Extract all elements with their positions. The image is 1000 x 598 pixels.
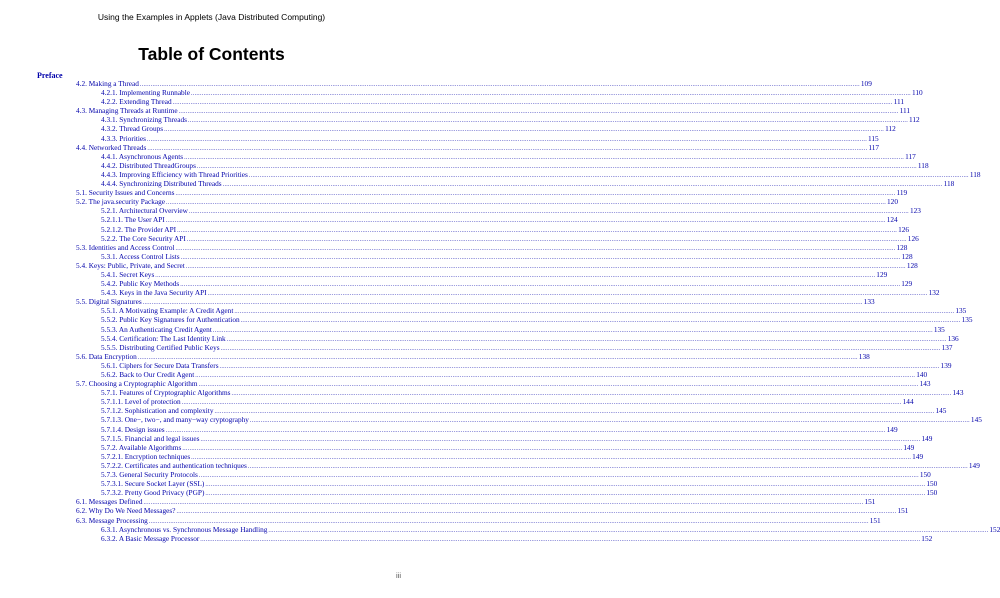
toc-entry-page[interactable]: 128 — [906, 260, 918, 270]
toc-entry-page[interactable]: 145 — [935, 406, 947, 416]
toc-entry[interactable] — [101, 533, 933, 543]
toc-entry[interactable] — [101, 169, 981, 179]
toc-entry-label[interactable]: 5.3. Identities and Access Control — [76, 242, 175, 252]
toc-entry-label[interactable]: 5.4. Keys: Public, Private, and Secret — [76, 260, 185, 270]
toc-entry[interactable] — [101, 88, 923, 98]
toc-entry-label[interactable]: 6.1. Messages Defined — [76, 497, 143, 507]
toc-entry-label[interactable]: 5.7. Choosing a Cryptographic Algorithm — [76, 379, 198, 389]
toc-entry-page[interactable]: 149 — [912, 451, 924, 461]
toc-entry-page[interactable]: 149 — [903, 442, 915, 452]
toc-entry-page[interactable]: 129 — [876, 269, 888, 279]
toc-entry-page[interactable]: 128 — [896, 242, 908, 252]
toc-entry[interactable] — [76, 197, 898, 207]
toc-entry[interactable] — [101, 160, 929, 170]
toc-entry[interactable] — [101, 279, 913, 289]
running-header: Using the Examples in Applets (Java Distributed Computing) — [97, 12, 326, 22]
toc-entry-label[interactable]: 5.5.3. An Authenticating Credit Agent — [101, 324, 212, 334]
toc-entry[interactable] — [101, 433, 933, 443]
dot-leader: ................................................................................................................................................................................................................................................................................................................................................................................................................ — [188, 209, 909, 216]
toc-entry-label[interactable]: 5.7.1.1. Level of protection — [101, 397, 181, 407]
toc-entry-label[interactable]: 5.6. Data Encryption — [76, 351, 137, 361]
page-number: iii — [396, 571, 401, 580]
toc-entry-label[interactable]: 5.7.2.1. Encryption techniques — [101, 451, 191, 461]
toc-entry-label[interactable]: 4.3.1. Synchronizing Threads — [101, 115, 187, 125]
toc-entry-page[interactable]: 120 — [887, 197, 898, 207]
dot-leader: ................................................................................................................................................................................................................................................................................................................................................................................................................ — [164, 127, 885, 134]
dot-leader: ................................................................................................................................................................................................................................................................................................................................................................................................................ — [181, 400, 902, 407]
toc-entry[interactable] — [101, 333, 959, 343]
dot-leader: ................................................................................................................................................................................................................................................................................................................................................................................................................ — [175, 191, 896, 198]
toc-entry[interactable] — [101, 479, 938, 489]
toc-entry[interactable] — [101, 115, 920, 125]
toc-entry-page[interactable]: 117 — [868, 142, 880, 152]
toc-entry[interactable] — [101, 442, 915, 452]
toc-entry-page[interactable]: 123 — [909, 206, 921, 216]
toc-entry-label[interactable]: 5.7.2.2. Certificates and authentication techniques — [101, 460, 247, 470]
dot-leader: ................................................................................................................................................................................................................................................................................................................................................................................................................ — [214, 409, 935, 416]
toc-entry[interactable] — [101, 251, 913, 261]
dot-leader: ................................................................................................................................................................................................................................................................................................................................................................................................................ — [186, 236, 907, 243]
dot-leader: ................................................................................................................................................................................................................................................................................................................................................................................................................ — [178, 109, 899, 116]
toc-entry-page[interactable]: 136 — [947, 333, 959, 343]
toc-entry[interactable] — [76, 242, 908, 252]
toc-entry-label[interactable]: 5.2. The java.security Package — [76, 197, 166, 207]
toc-entry-label[interactable]: 5.2.1. Architectural Overview — [101, 206, 188, 216]
dot-leader: ................................................................................................................................................................................................................................................................................................................................................................................................................ — [139, 82, 860, 88]
dot-leader: ................................................................................................................................................................................................................................................................................................................................................................................................................ — [200, 536, 921, 543]
toc-entry-page[interactable]: 139 — [940, 360, 952, 370]
toc-entry[interactable] — [101, 324, 945, 334]
toc-entry[interactable] — [101, 524, 1000, 534]
dot-leader: ................................................................................................................................................................................................................................................................................................................................................................................................................ — [172, 100, 893, 107]
toc-entry[interactable] — [76, 297, 875, 307]
dot-leader: ................................................................................................................................................................................................................................................................................................................................................................................................................ — [220, 345, 941, 352]
toc-entry-page[interactable]: 118 — [917, 160, 929, 170]
toc-entry[interactable] — [101, 415, 982, 425]
toc-entry-label[interactable]: 5.5.2. Public Key Signatures for Authentication — [101, 315, 240, 325]
toc-section-preface-link[interactable]: Preface — [37, 71, 63, 80]
toc-entry[interactable] — [101, 269, 888, 279]
toc-entry[interactable] — [101, 151, 916, 161]
toc-entry-label[interactable]: 5.2.2. The Core Security API — [101, 233, 186, 243]
dot-leader: ................................................................................................................................................................................................................................................................................................................................................................................................................ — [200, 436, 921, 443]
dot-leader: ................................................................................................................................................................................................................................................................................................................................................................................................................ — [177, 227, 898, 234]
dot-leader: ................................................................................................................................................................................................................................................................................................................................................................................................................ — [207, 291, 928, 298]
toc-entry-label[interactable]: 5.1. Security Issues and Concerns — [76, 188, 175, 198]
dot-leader: ................................................................................................................................................................................................................................................................................................................................................................................................................ — [166, 200, 887, 207]
toc-entry-label[interactable]: 6.3.1. Asynchronous vs. Synchronous Message Handling — [101, 524, 268, 534]
toc-entry-page[interactable]: 151 — [869, 515, 881, 525]
toc-entry-label[interactable]: 5.5.4. Certification: The Last Identity Link — [101, 333, 226, 343]
toc-entry[interactable] — [101, 224, 910, 234]
toc-entry[interactable] — [76, 142, 880, 152]
toc-entry[interactable] — [101, 97, 904, 107]
dot-leader: ................................................................................................................................................................................................................................................................................................................................................................................................................ — [165, 427, 886, 434]
dot-leader: ................................................................................................................................................................................................................................................................................................................................................................................................................ — [196, 163, 917, 170]
toc-entry-page[interactable]: 132 — [928, 288, 940, 298]
toc-entry[interactable] — [101, 206, 921, 216]
page-title: Table of Contents — [138, 44, 285, 64]
toc-entry[interactable] — [76, 188, 908, 198]
toc-entry[interactable] — [101, 133, 879, 143]
toc-entry[interactable] — [101, 397, 914, 407]
toc-entry-label[interactable]: 5.6.2. Back to Our Credit Agent — [101, 370, 195, 379]
toc-entry-page[interactable]: 135 — [955, 306, 967, 316]
toc-entry-page[interactable]: 143 — [919, 379, 931, 389]
dot-leader: ................................................................................................................................................................................................................................................................................................................................................................................................................ — [226, 336, 947, 343]
toc-entry-label[interactable]: 6.3.2. A Basic Message Processor — [101, 533, 200, 543]
toc-entry-page[interactable]: 124 — [886, 215, 898, 225]
dot-leader: ................................................................................................................................................................................................................................................................................................................................................................................................................ — [222, 182, 943, 189]
toc-entry[interactable] — [76, 497, 876, 507]
toc-entry-page[interactable]: 144 — [902, 397, 914, 407]
toc-entry-page[interactable]: 129 — [901, 279, 913, 289]
toc-entry-label[interactable]: 5.5.5. Distributing Certified Public Keys — [101, 342, 220, 352]
toc-entry-page[interactable]: 145 — [970, 415, 982, 425]
toc-entry-page[interactable]: 149 — [968, 460, 980, 470]
toc-entry[interactable] — [101, 488, 938, 498]
toc-entry-label[interactable]: 5.7.1.5. Financial and legal issues — [101, 433, 200, 443]
toc-entry-label[interactable]: 5.4.1. Secret Keys — [101, 269, 155, 279]
toc-entry-page[interactable]: 150 — [919, 470, 931, 480]
dot-leader: ................................................................................................................................................................................................................................................................................................................................................................................................................ — [175, 245, 896, 252]
toc-entry[interactable] — [101, 388, 964, 398]
toc-entry-page[interactable]: 111 — [899, 106, 911, 116]
toc-entry-page[interactable]: 150 — [926, 488, 938, 498]
dot-leader: ................................................................................................................................................................................................................................................................................................................................................................................................................ — [198, 473, 919, 480]
toc-entry-label[interactable]: 5.7.3. General Security Protocols — [101, 470, 198, 480]
toc-entry-label[interactable]: 6.2. Why Do We Need Messages? — [76, 506, 176, 516]
toc-entry-label[interactable]: 5.7.3.1. Secure Socket Layer (SSL) — [101, 479, 205, 489]
toc-entry[interactable] — [101, 288, 940, 298]
toc-entry-page[interactable]: 109 — [860, 79, 872, 88]
toc-entry-page[interactable]: 151 — [897, 506, 909, 516]
toc-entry[interactable] — [76, 79, 872, 88]
toc-entry-page[interactable]: 126 — [907, 233, 919, 243]
toc-list — [0, 79, 1000, 543]
toc-entry[interactable] — [76, 506, 909, 516]
toc-entry-page[interactable]: 118 — [943, 179, 955, 189]
toc-entry-label[interactable]: 5.4.2. Public Key Methods — [101, 279, 180, 289]
dot-leader: ................................................................................................................................................................................................................................................................................................................................................................................................................ — [143, 500, 864, 507]
toc-entry-label[interactable]: 5.7.1.3. One−, two−, and many−way cryptography — [101, 415, 249, 425]
dot-leader: ................................................................................................................................................................................................................................................................................................................................................................................................................ — [247, 463, 968, 470]
toc-entry-label[interactable]: 4.4.4. Synchronizing Distributed Threads — [101, 179, 222, 189]
toc-entry-label[interactable]: 5.7.1.4. Design issues — [101, 424, 165, 434]
dot-leader: ................................................................................................................................................................................................................................................................................................................................................................................................................ — [182, 445, 903, 452]
dot-leader: ................................................................................................................................................................................................................................................................................................................................................................................................................ — [176, 509, 897, 516]
dot-leader: ................................................................................................................................................................................................................................................................................................................................................................................................................ — [268, 527, 989, 534]
toc-entry-label[interactable]: 5.4.3. Keys in the Java Security API — [101, 288, 207, 298]
toc-entry[interactable] — [101, 360, 952, 370]
toc-entry-label[interactable]: 5.2.1.1. The User API — [101, 215, 165, 225]
dot-leader: ................................................................................................................................................................................................................................................................................................................................................................................................................ — [219, 363, 940, 370]
toc-entry-label[interactable]: 6.3. Message Processing — [76, 515, 148, 525]
dot-leader: ................................................................................................................................................................................................................................................................................................................................................................................................................ — [212, 327, 933, 334]
dot-leader: ................................................................................................................................................................................................................................................................................................................................................................................................................ — [248, 172, 969, 179]
dot-leader: ................................................................................................................................................................................................................................................................................................................................................................................................................ — [191, 454, 912, 461]
toc-entry-page[interactable]: 110 — [911, 88, 923, 98]
dot-leader: ................................................................................................................................................................................................................................................................................................................................................................................................................ — [137, 354, 858, 361]
toc-entry[interactable] — [101, 179, 955, 189]
dot-leader: ................................................................................................................................................................................................................................................................................................................................................................................................................ — [190, 91, 911, 98]
toc-entry[interactable] — [76, 351, 870, 361]
toc-entry-label[interactable]: 4.3. Managing Threads at Runtime — [76, 106, 178, 116]
dot-leader: ................................................................................................................................................................................................................................................................................................................................................................................................................ — [205, 482, 926, 489]
toc-entry[interactable] — [101, 460, 980, 470]
toc-entry-label[interactable]: 4.3.3. Priorities — [101, 133, 146, 143]
toc-entry-label[interactable]: 4.2.2. Extending Thread — [101, 97, 172, 107]
toc-entry-page[interactable]: 117 — [905, 151, 916, 161]
dot-leader: ................................................................................................................................................................................................................................................................................................................................................................................................................ — [147, 136, 867, 143]
dot-leader: ................................................................................................................................................................................................................................................................................................................................................................................................................ — [180, 254, 901, 261]
toc-entry[interactable] — [101, 424, 898, 434]
dot-leader: ................................................................................................................................................................................................................................................................................................................................................................................................................ — [147, 145, 868, 152]
toc-entry-label[interactable]: 5.6.1. Ciphers for Secure Data Transfers — [101, 360, 219, 370]
dot-leader: ................................................................................................................................................................................................................................................................................................................................................................................................................ — [249, 418, 970, 425]
dot-leader: ................................................................................................................................................................................................................................................................................................................................................................................................................ — [184, 154, 905, 161]
toc-entry-page[interactable]: 119 — [896, 188, 908, 198]
toc-entry-page[interactable]: 135 — [933, 324, 945, 334]
toc-entry-label[interactable]: 5.7.3.2. Pretty Good Privacy (PGP) — [101, 488, 205, 498]
dot-leader: ................................................................................................................................................................................................................................................................................................................................................................................................................ — [188, 118, 908, 125]
toc-entry[interactable] — [76, 379, 931, 389]
toc-entry[interactable] — [76, 106, 911, 116]
toc-entry[interactable] — [101, 306, 967, 316]
toc-entry-page[interactable]: 115 — [868, 133, 879, 143]
toc-entry[interactable] — [101, 342, 953, 352]
toc-entry-label[interactable]: 5.2.1.2. The Provider API — [101, 224, 177, 234]
dot-leader: ................................................................................................................................................................................................................................................................................................................................................................................................................ — [148, 518, 869, 525]
dot-leader: ................................................................................................................................................................................................................................................................................................................................................................................................................ — [198, 382, 919, 389]
toc-entry-page[interactable]: 137 — [941, 342, 953, 352]
dot-leader: ................................................................................................................................................................................................................................................................................................................................................................................................................ — [142, 300, 863, 307]
dot-leader: ................................................................................................................................................................................................................................................................................................................................................................................................................ — [240, 318, 961, 325]
toc-entry-page[interactable]: 135 — [961, 315, 973, 325]
toc-entry-label[interactable]: 4.4.3. Improving Efficiency with Thread Priorities — [101, 169, 248, 179]
toc-entry[interactable] — [76, 260, 918, 270]
toc-entry-page[interactable]: 126 — [898, 224, 910, 234]
toc-entry[interactable] — [101, 233, 919, 243]
toc-entry-page[interactable]: 140 — [916, 370, 928, 379]
toc-entry-page[interactable]: 143 — [952, 388, 964, 398]
toc-entry-page[interactable]: 152 — [921, 533, 933, 543]
dot-leader: ................................................................................................................................................................................................................................................................................................................................................................................................................ — [155, 272, 876, 279]
toc-entry-label[interactable]: 4.4.2. Distributed ThreadGroups — [101, 160, 196, 170]
toc-entry[interactable] — [101, 215, 898, 225]
toc-entry-label[interactable]: 5.3.1. Access Control Lists — [101, 251, 180, 261]
toc-entry[interactable] — [101, 406, 947, 416]
toc-entry[interactable] — [101, 451, 924, 461]
toc-entry-label[interactable]: 4.4.1. Asynchronous Agents — [101, 151, 184, 161]
toc-entry[interactable] — [101, 315, 973, 325]
dot-leader: ................................................................................................................................................................................................................................................................................................................................................................................................................ — [180, 282, 901, 289]
toc-entry-page[interactable]: 152 — [989, 524, 1000, 534]
toc-entry-label[interactable]: 5.7.2. Available Algorithms — [101, 442, 182, 452]
toc-entry-page[interactable]: 138 — [858, 351, 870, 361]
toc-entry-page[interactable]: 128 — [901, 251, 913, 261]
toc-entry-label[interactable]: 5.5. Digital Signatures — [76, 297, 142, 307]
toc-entry-page[interactable]: 149 — [886, 424, 898, 434]
toc-entry[interactable] — [101, 124, 896, 134]
toc-entry-label[interactable]: 4.3.2. Thread Groups — [101, 124, 164, 134]
toc-entry-label[interactable]: 5.7.1. Features of Cryptographic Algorithms — [101, 388, 231, 398]
toc-entry-page[interactable]: 118 — [969, 169, 981, 179]
toc-entry-page[interactable]: 151 — [864, 497, 876, 507]
toc-entry-label[interactable]: 5.5.1. A Motivating Example: A Credit Agent — [101, 306, 234, 316]
dot-leader: ................................................................................................................................................................................................................................................................................................................................................................................................................ — [234, 309, 955, 316]
dot-leader: ................................................................................................................................................................................................................................................................................................................................................................................................................ — [165, 218, 886, 225]
dot-leader: ................................................................................................................................................................................................................................................................................................................................................................................................................ — [185, 263, 906, 270]
dot-leader: ................................................................................................................................................................................................................................................................................................................................................................................................................ — [205, 491, 926, 498]
toc-entry-page[interactable]: 111 — [893, 97, 904, 107]
toc-entry-label[interactable]: 4.2.1. Implementing Runnable — [101, 88, 190, 98]
toc-entry[interactable] — [101, 470, 931, 480]
toc-entry-page[interactable]: 149 — [921, 433, 933, 443]
toc-entry-page[interactable]: 112 — [909, 115, 920, 125]
toc-entry-page[interactable]: 112 — [885, 124, 896, 134]
toc-entry-page[interactable]: 150 — [926, 479, 938, 489]
toc-entry-label[interactable]: 4.2. Making a Thread — [76, 79, 139, 88]
toc-entry-page[interactable]: 133 — [863, 297, 875, 307]
dot-leader: ................................................................................................................................................................................................................................................................................................................................................................................................................ — [195, 373, 916, 379]
toc-entry-label[interactable]: 5.7.1.2. Sophistication and complexity — [101, 406, 214, 416]
toc-entry-label[interactable]: 4.4. Networked Threads — [76, 142, 147, 152]
toc-entry[interactable] — [76, 515, 881, 525]
toc-entry[interactable] — [101, 370, 928, 379]
dot-leader: ................................................................................................................................................................................................................................................................................................................................................................................................................ — [231, 391, 952, 398]
